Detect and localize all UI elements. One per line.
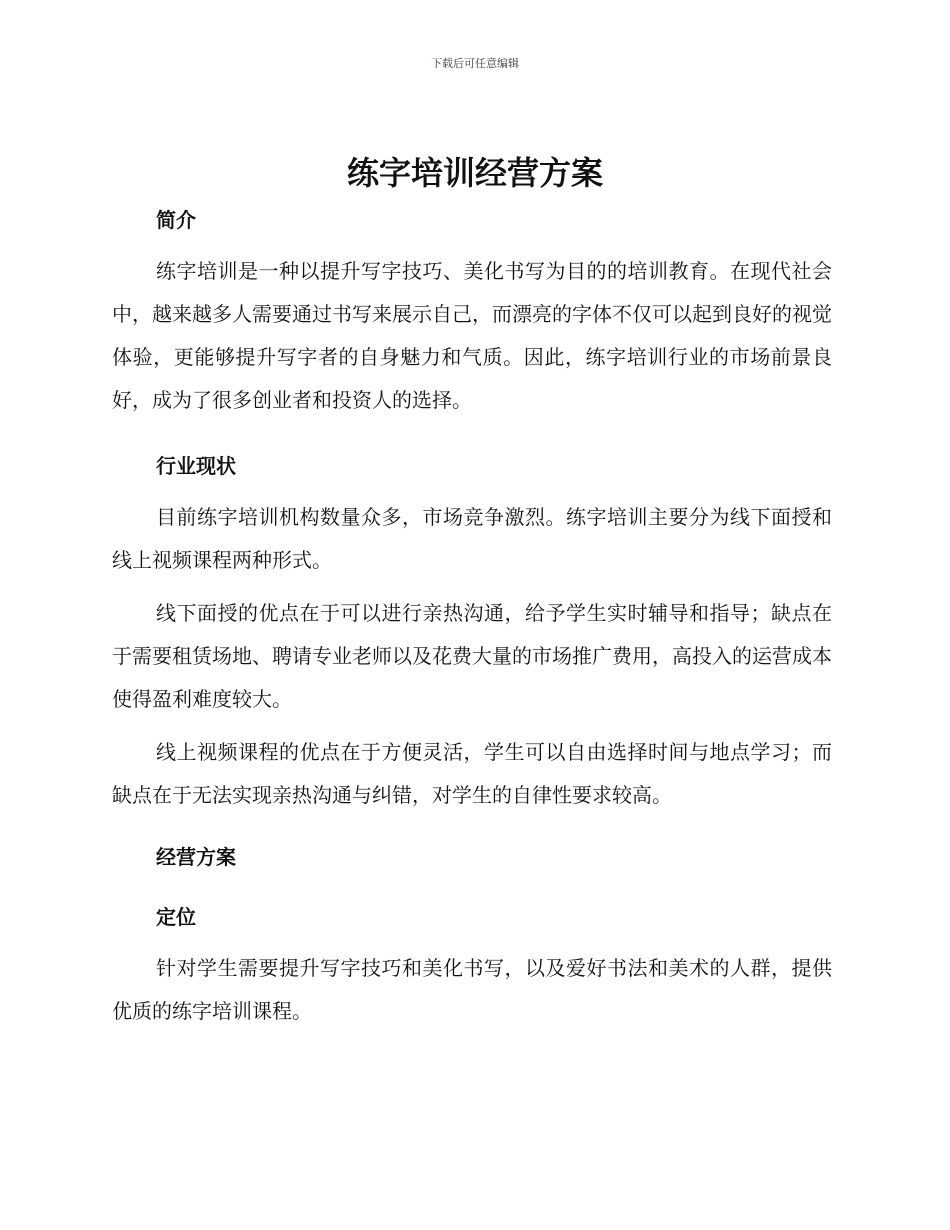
heading-intro: 简介 <box>156 208 196 232</box>
paragraph-status-1: 目前练字培训机构数量众多，市场竞争激烈。练字培训主要分为线下面授和线上视频课程两种形式。 <box>112 505 832 572</box>
document-body <box>112 200 832 1033</box>
paragraph-positioning: 针对学生需要提升写字技巧和美化书写，以及爱好书法和美术的人群，提供优质的练字培训课程。 <box>112 956 832 1023</box>
paragraph-intro: 练字培训是一种以提升写字技巧、美化书写为目的的培训教育。在现代社会中，越来越多人需要通过书写来展示自己，而漂亮的字体不仅可以起到良好的视觉体验，更能够提升写字者的自身魅力和气质。因此，练字培训行业的市场前景良好，成为了很多创业者和投资人的选择。 <box>112 259 832 412</box>
header-note: 下载后可任意编辑 <box>431 57 519 70</box>
paragraph-status-2: 线下面授的优点在于可以进行亲热沟通，给予学生实时辅导和指导；缺点在于需要租赁场地、聘请专业老师以及花费大量的市场推广费用，高投入的运营成本使得盈利难度较大。 <box>112 601 832 711</box>
document-title: 练字培训经营方案 <box>346 154 603 192</box>
heading-business-plan: 经营方案 <box>156 845 236 869</box>
heading-positioning: 定位 <box>156 905 196 929</box>
heading-industry-status: 行业现状 <box>156 454 236 478</box>
paragraph-status-3: 线上视频课程的优点在于方便灵活，学生可以自由选择时间与地点学习；而缺点在于无法实现亲热沟通与纠错，对学生的自律性要求较高。 <box>112 740 832 807</box>
